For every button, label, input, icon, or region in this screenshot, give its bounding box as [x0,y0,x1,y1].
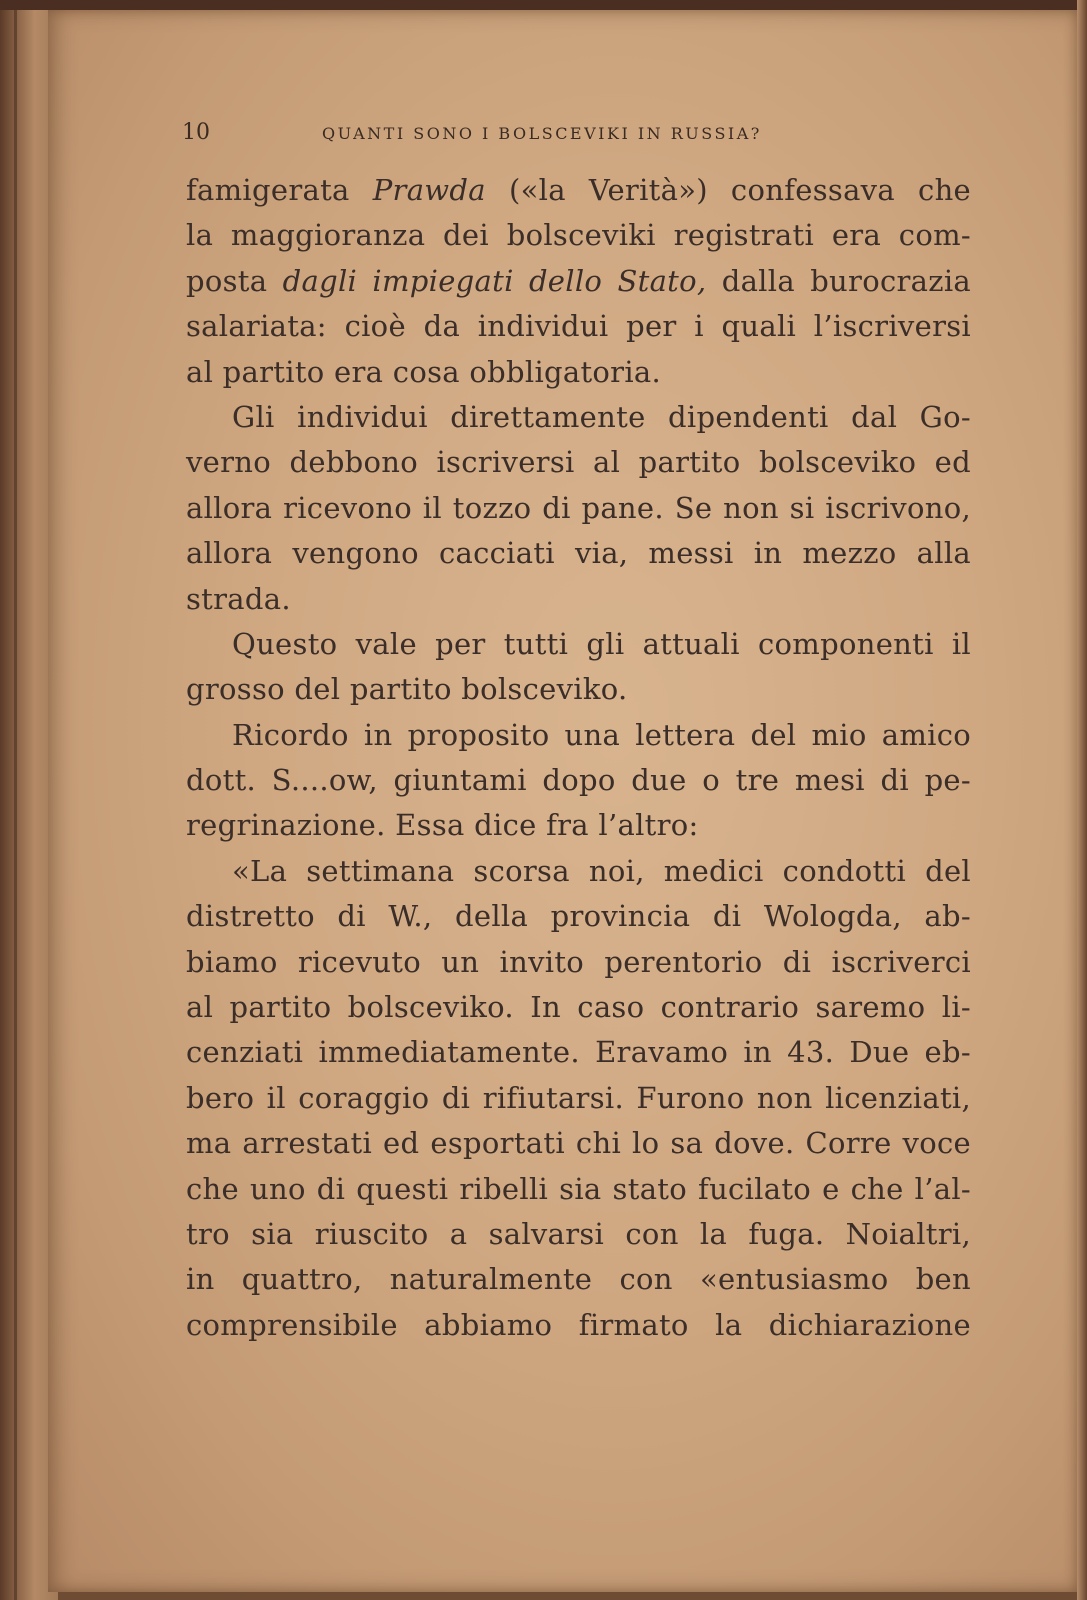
text-line: famigerata Prawda («la Verità») confessava che [186,173,972,207]
text-line: Ricordo in proposito una lettera del mio amico [232,717,971,752]
text-line: tro sia riuscito a salvarsi con la fuga. Noialtri, [186,1216,971,1251]
running-head [182,120,982,150]
text-line: comprensibile abbiamo firmato la dichiarazione [186,1307,971,1342]
text-line: la maggioranza dei bolsceviki registrati era com- [186,218,971,253]
text-line: strada. [186,581,291,616]
text-line: ma arrestati ed esportati chi lo sa dove. Corre voce [186,1126,971,1161]
text-line: «La settimana scorsa noi, medici condotti del [232,853,971,888]
text-line: bero il coraggio di rifiutarsi. Furono non licenziati, [186,1080,971,1115]
page-number: 10 [182,120,210,145]
text-line: biamo ricevuto un invito perentorio di iscriverci [186,944,971,979]
text-line: allora vengono cacciati via, messi in mezzo alla [186,536,971,571]
right-page-edge [1077,0,1087,1600]
text-line: allora ricevono il tozzo di pane. Se non si iscrivono, [186,490,971,525]
body-text [186,168,971,1348]
text-line: Questo vale per tutti gli attuali componenti il [232,626,971,661]
text-line: dott. S....ow, giuntami dopo due o tre mesi di pe- [186,763,971,798]
text-line: in quattro, naturalmente con «entusiasmo ben [186,1262,971,1297]
text-line: che uno di questi ribelli sia stato fucilato e che l’al- [186,1171,971,1206]
text-line: cenziati immediatamente. Eravamo in 43. Due eb- [186,1035,971,1070]
top-edge [0,0,1087,10]
text-line: al partito bolsceviko. In caso contrario saremo li- [186,990,971,1025]
text-line: Gli individui direttamente dipendenti dal Go- [232,399,971,434]
text-line: grosso del partito bolsceviko. [186,672,628,707]
running-title: QUANTI SONO I BOLSCEVIKI IN RUSSIA? [322,124,762,143]
text-line: al partito era cosa obbligatoria. [186,354,662,389]
text-line: verno debbono iscriversi al partito bolsceviko ed [186,445,971,480]
text-line: salariata: cioè da individui per i quali l’iscriversi [186,309,971,344]
text-line: regrinazione. Essa dice fra l’altro: [186,808,699,843]
text-line: posta dagli impiegati dello Stato, dalla burocrazia [186,263,971,298]
text-line: distretto di W., della provincia di Wologda, ab- [186,899,971,934]
